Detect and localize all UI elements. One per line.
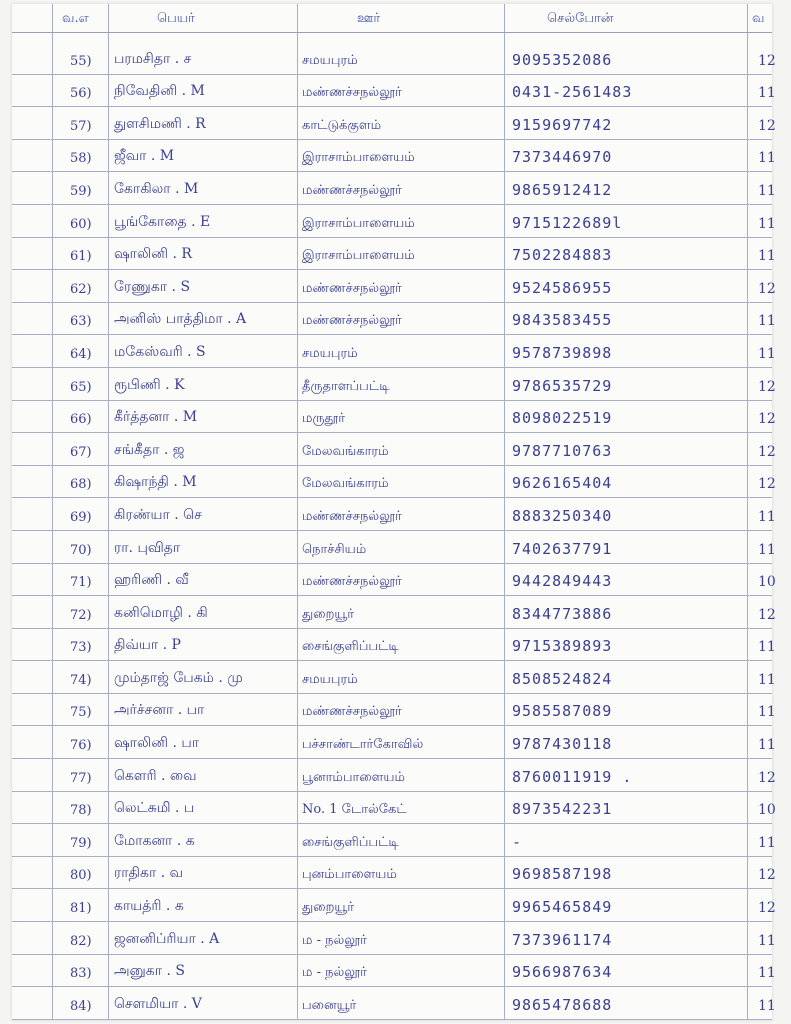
table-header [12,4,772,33]
row-name: ரேணுகா . S [114,278,191,295]
row-name: மோகனா . க [114,832,195,849]
table-row [12,857,776,890]
row-place: துறையூர் [302,606,355,622]
row-phone: 9843583455 [512,311,613,330]
table-row [12,238,776,271]
table-row [12,107,776,140]
table-row [12,368,776,401]
row-class: 10 [758,574,776,591]
row-class: 12 [758,769,776,786]
table-row [12,270,776,303]
row-serial-no: 83) [70,966,92,982]
row-place: சைங்குளிப்பட்டி [302,834,399,850]
row-phone: 9626165404 [512,474,613,493]
table-row [12,792,776,825]
row-name: அர்ச்சனா . பா [114,702,205,719]
row-class: 11 [758,737,776,754]
row-phone: 9715122689l [512,213,623,232]
row-place: சமயபுரம் [302,345,358,361]
row-place: சைங்குளிப்பட்டி [302,639,399,655]
table-row [12,629,776,662]
row-name: ஷாலினி . R [114,246,192,263]
row-phone: 9578739898 [512,343,613,362]
row-serial-no: 77) [70,770,92,786]
row-phone: 7502284883 [512,246,613,265]
row-name: சங்கீதா . ஜ [114,441,185,458]
row-class: 11 [758,541,776,558]
row-name: பூங்கோதை . E [114,213,211,230]
row-serial-no: 74) [70,672,92,688]
table-row [12,75,776,108]
row-class: 12 [758,443,776,460]
row-place: மேலவங்காரம் [302,476,389,492]
row-phone: 9715389893 [512,637,613,656]
table-body [12,42,776,1020]
row-phone: 8973542231 [512,800,613,819]
row-class: 11 [758,704,776,721]
row-phone: 9865912412 [512,180,613,199]
row-serial-no: 75) [70,705,92,721]
table-row [12,172,776,205]
row-phone: 8760011919 . [512,767,633,786]
table-row [12,531,776,564]
header-class: வ [752,11,765,26]
row-phone: 9787430118 [512,735,613,754]
row-serial-no: 56) [70,86,92,102]
row-class: 12 [758,378,776,395]
row-class: 12 [758,867,776,884]
row-class: 12 [758,900,776,917]
row-place: இராசாம்பாளையம் [302,215,415,231]
row-class: 12 [758,117,776,134]
row-serial-no: 55) [70,53,92,69]
row-phone: 9965465849 [512,898,613,917]
row-place: மண்ணச்சநல்லூர் [302,280,402,296]
row-class: 12 [758,606,776,623]
row-serial-no: 59) [70,183,92,199]
table-row [12,759,776,792]
table-row [12,694,776,727]
table-row [12,303,776,336]
row-class: 12 [758,280,776,297]
row-serial-no: 78) [70,803,92,819]
row-phone: 9698587198 [512,865,613,884]
row-serial-no: 84) [70,998,92,1014]
row-serial-no: 64) [70,346,92,362]
row-name: கௌரி . வை [114,767,197,784]
row-name: ஷாலினி . பா [114,735,200,752]
row-name: கிரண்யா . செ [114,506,202,523]
row-name: கீர்த்தனா . M [114,409,198,426]
row-place: காட்டுக்குளம் [302,117,382,133]
row-place: பச்சாண்டார்கோவில் [302,737,424,753]
table-row [12,401,776,434]
row-serial-no: 81) [70,901,92,917]
table-row [12,955,776,988]
row-class: 11 [758,345,776,362]
row-class: 11 [758,215,776,232]
row-name: மகேஸ்வரி . S [114,343,206,360]
row-serial-no: 79) [70,835,92,851]
table-row [12,824,776,857]
header-place: ஊர் [357,11,381,26]
row-class: 12 [758,476,776,493]
row-serial-no: 76) [70,738,92,754]
row-phone: 9585587089 [512,702,613,721]
row-phone: 7402637791 [512,539,613,558]
row-serial-no: 73) [70,640,92,656]
row-place: மண்ணச்சநல்லூர் [302,85,402,101]
header-phone: செல்போன் [547,11,614,26]
row-serial-no: 80) [70,868,92,884]
row-name: ரா. புவிதா [114,539,181,556]
row-place: No. 1 டோல்கேட் [302,802,407,818]
row-phone: 9786535729 [512,376,613,395]
table-row [12,140,776,173]
row-place: பூனாம்பாளையம் [302,769,405,785]
row-class: 12 [758,52,776,69]
row-name: ராதிகா . வ [114,865,184,882]
row-place: மண்ணச்சநல்லூர் [302,574,402,590]
row-phone: 8883250340 [512,506,613,525]
row-phone: 7373961174 [512,930,613,949]
row-name: துளசிமணி . R [114,115,206,132]
table-row [12,596,776,629]
row-class: 11 [758,932,776,949]
row-serial-no: 62) [70,281,92,297]
row-place: நொச்சியம் [302,541,367,557]
table-row [12,205,776,238]
row-name: ரூபிணி . K [114,376,185,393]
row-place: மண்ணச்சநல்லூர் [302,182,402,198]
row-name: கனிமொழி . கி [114,604,208,621]
row-serial-no: 63) [70,314,92,330]
row-class: 11 [758,508,776,525]
row-serial-no: 58) [70,151,92,167]
table-row [12,42,776,75]
row-phone: 9524586955 [512,278,613,297]
row-class: 11 [758,313,776,330]
header-name: பெயர் [157,11,195,26]
row-serial-no: 61) [70,249,92,265]
row-serial-no: 68) [70,477,92,493]
row-class: 11 [758,85,776,102]
row-serial-no: 72) [70,607,92,623]
row-phone: 0431-2561483 [512,83,633,102]
row-place: தீருதாளப்பட்டி [302,378,390,394]
row-phone: 7373446970 [512,148,613,167]
row-place: மருதூர் [302,411,345,427]
row-place: மண்ணச்சநல்லூர் [302,508,402,524]
row-phone: 9566987634 [512,963,613,982]
table-row [12,498,776,531]
table-row [12,922,776,955]
row-name: லெட்சுமி . ப [114,800,195,817]
table-row [12,564,776,597]
row-class: 11 [758,965,776,982]
row-place: புனம்பாளையம் [302,867,397,883]
row-class: 11 [758,639,776,656]
row-name: மும்தாஜ் பேகம் . மு [114,669,243,686]
row-place: சமயபுரம் [302,52,358,68]
table-row [12,433,776,466]
row-name: ஹரிணி . வீ [114,572,189,589]
row-name: நிவேதினி . M [114,83,205,100]
row-place: மண்ணச்சநல்லூர் [302,313,402,329]
row-phone: 8098022519 [512,409,613,428]
row-class: 11 [758,150,776,167]
row-name: ஜனனிப்ரியா . A [114,930,220,947]
row-name: ஜீவா . M [114,148,175,165]
row-serial-no: 69) [70,509,92,525]
row-name: காயத்ரி . க [114,898,184,915]
row-phone: 8508524824 [512,669,613,688]
row-class: 10 [758,802,776,819]
row-phone: 8344773886 [512,604,613,623]
row-place: ம - நல்லூர் [302,932,367,948]
row-serial-no: 60) [70,216,92,232]
table-row [12,726,776,759]
row-class: 11 [758,671,776,688]
row-class: 11 [758,182,776,199]
row-place: பனையூர் [302,997,357,1013]
row-class: 11 [758,834,776,851]
table-row [12,335,776,368]
row-serial-no: 66) [70,412,92,428]
row-phone: 9095352086 [512,50,613,69]
row-name: கோகிலா . M [114,180,199,197]
header-serial-no: வ.எ [62,11,89,26]
row-phone: 9159697742 [512,115,613,134]
row-class: 11 [758,997,776,1014]
row-class: 11 [758,248,776,265]
row-place: துறையூர் [302,900,355,916]
row-phone: 9442849443 [512,572,613,591]
row-place: சமயபுரம் [302,671,358,687]
table-row [12,466,776,499]
row-phone: - [512,832,523,851]
row-serial-no: 65) [70,379,92,395]
row-name: பரமசிதா . ச [114,50,192,67]
row-place: இராசாம்பாளையம் [302,248,415,264]
table-row [12,987,776,1020]
row-place: ம - நல்லூர் [302,965,367,981]
row-phone: 9865478688 [512,995,613,1014]
row-serial-no: 82) [70,933,92,949]
row-serial-no: 70) [70,542,92,558]
row-place: மண்ணச்சநல்லூர் [302,704,402,720]
row-serial-no: 71) [70,575,92,591]
row-name: திவ்யா . P [114,637,181,654]
row-name: அனிஸ் பாத்திமா . A [114,311,247,328]
row-place: இராசாம்பாளையம் [302,150,415,166]
row-class: 12 [758,411,776,428]
register-sheet [12,4,776,1020]
row-place: மேலவங்காரம் [302,443,389,459]
table-row [12,889,776,922]
row-serial-no: 57) [70,118,92,134]
row-name: சௌமியா . V [114,995,202,1012]
row-name: கிஷாந்தி . M [114,474,197,491]
row-serial-no: 67) [70,444,92,460]
row-phone: 9787710763 [512,441,613,460]
table-row [12,661,776,694]
row-name: அனுகா . S [114,963,186,980]
